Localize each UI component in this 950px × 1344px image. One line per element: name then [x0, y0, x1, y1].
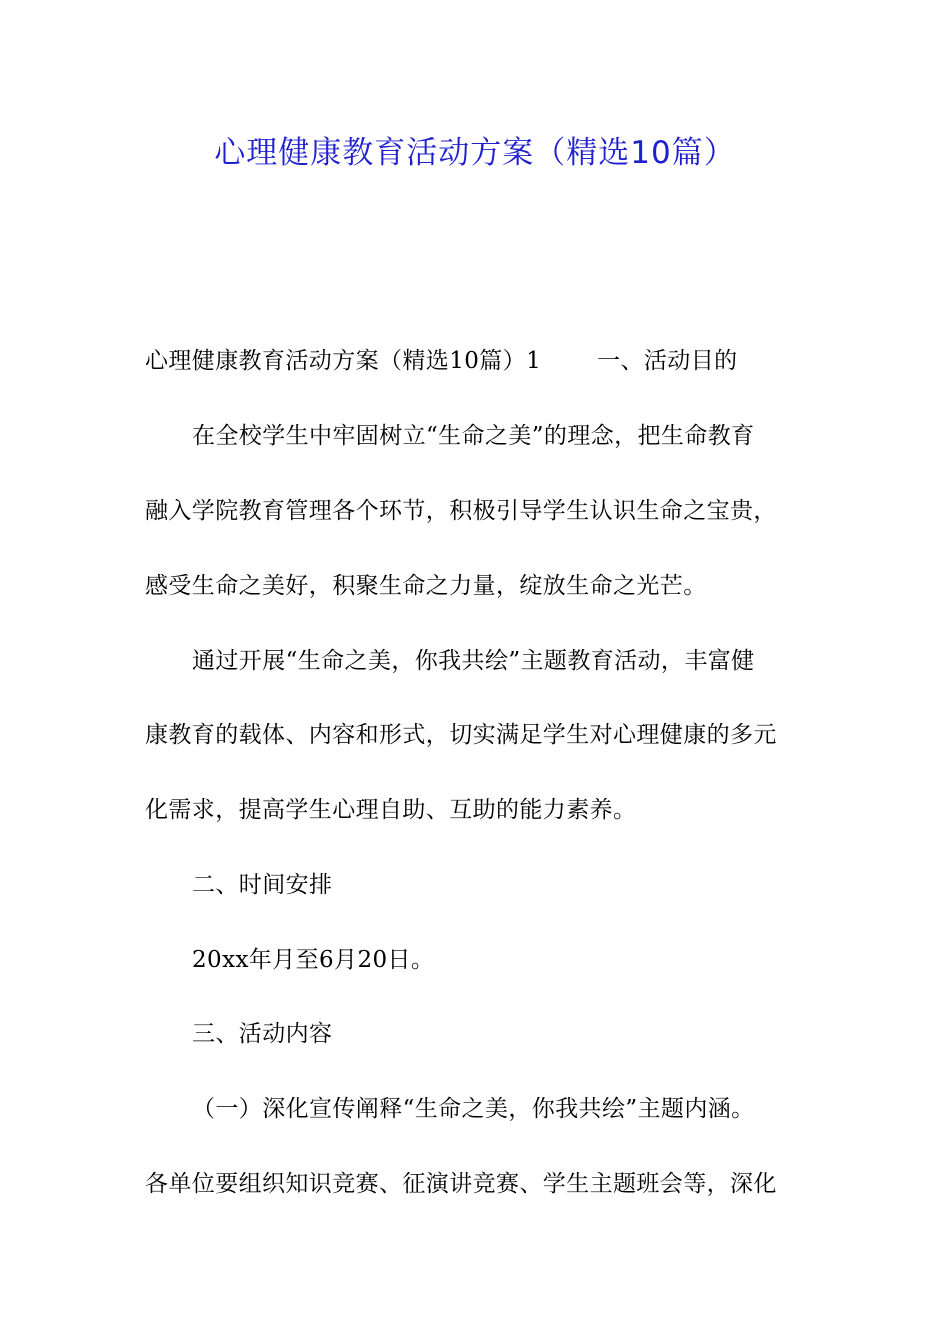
paragraph-line: 融入学院教育管理各个环节，积极引导学生认识生命之宝贵， — [145, 498, 777, 524]
paragraph-line: 在全校学生中牢固树立“生命之美”的理念，把生命教育 — [192, 423, 755, 449]
paragraph-line: 康教育的载体、内容和形式，切实满足学生对心理健康的多元 — [145, 722, 777, 748]
paragraph-line: 通过开展“生命之美，你我共绘”主题教育活动，丰富健 — [192, 648, 755, 674]
subsection-heading: （一）深化宣传阐释“生命之美，你我共绘”主题内涵。 — [192, 1096, 755, 1122]
section-heading: 三、活动内容 — [192, 1021, 333, 1047]
article-heading: 心理健康教育活动方案（精选10篇）1 — [145, 348, 542, 374]
paragraph-line: 各单位要组织知识竞赛、征演讲竞赛、学生主题班会等，深化 — [145, 1171, 777, 1197]
paragraph-line: 化需求，提高学生心理自助、互助的能力素养。 — [145, 797, 637, 823]
section-line — [145, 341, 738, 381]
document-title: 心理健康教育活动方案（精选10篇） — [214, 135, 736, 171]
paragraph-line: 感受生命之美好，积聚生命之力量，绽放生命之光芒。 — [145, 573, 707, 599]
paragraph-line: 20xx年月至6月20日。 — [192, 947, 435, 973]
section-heading: 二、时间安排 — [192, 872, 333, 898]
section-heading: 一、活动目的 — [597, 348, 738, 374]
